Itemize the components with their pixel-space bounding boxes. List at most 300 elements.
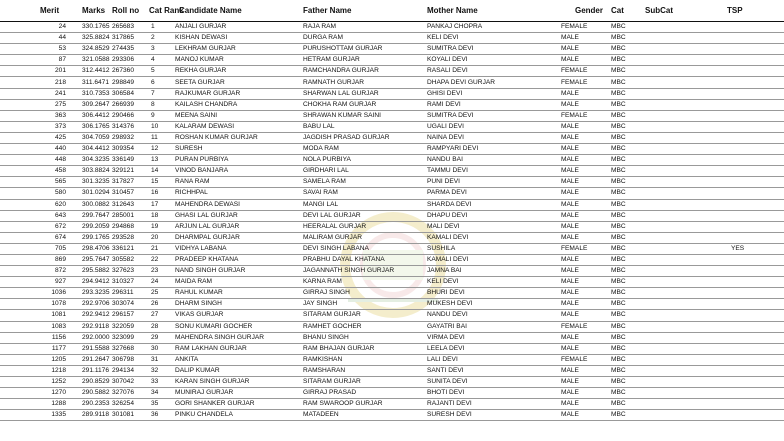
cell-cat-rank: 10 bbox=[145, 121, 175, 132]
cell-cat: MBC bbox=[603, 144, 639, 155]
col-header-candidate: Candidate Name bbox=[175, 0, 303, 22]
cell-subcat bbox=[639, 254, 699, 265]
cell-father: RAM BHAJAN GURJAR bbox=[303, 343, 427, 354]
cell-cat-rank: 17 bbox=[145, 199, 175, 210]
cell-father: RAMNATH GURJAR bbox=[303, 77, 427, 88]
cell-candidate: VIKAS GURJAR bbox=[175, 310, 303, 321]
cell-mother: DHAPA DEVI GURJAR bbox=[427, 77, 561, 88]
cell-tsp bbox=[699, 121, 784, 132]
cell-merit: 1252 bbox=[0, 377, 68, 388]
cell-mother: KOYALI DEVI bbox=[427, 55, 561, 66]
table-row bbox=[0, 33, 784, 44]
cell-father: SAMELA RAM bbox=[303, 177, 427, 188]
cell-tsp bbox=[699, 77, 784, 88]
table-row bbox=[0, 399, 784, 410]
cell-marks: 301.0294 bbox=[68, 188, 112, 199]
cell-merit: 1288 bbox=[0, 399, 68, 410]
cell-candidate: GORI SHANKER GURJAR bbox=[175, 399, 303, 410]
cell-cat-rank: 32 bbox=[145, 365, 175, 376]
cell-tsp bbox=[699, 299, 784, 310]
cell-roll: 310327 bbox=[112, 277, 145, 288]
cell-father: GIRRAJ PRASAD bbox=[303, 388, 427, 399]
cell-tsp bbox=[699, 44, 784, 55]
table-row bbox=[0, 166, 784, 177]
cell-tsp bbox=[699, 22, 784, 33]
cell-candidate: KISHAN DEWASI bbox=[175, 33, 303, 44]
cell-roll: 329121 bbox=[112, 166, 145, 177]
cell-candidate: RAM LAKHAN GURJAR bbox=[175, 343, 303, 354]
cell-roll: 296311 bbox=[112, 288, 145, 299]
cell-tsp bbox=[699, 365, 784, 376]
cell-marks: 312.4412 bbox=[68, 66, 112, 77]
cell-cat: MBC bbox=[603, 388, 639, 399]
cell-cat-rank: 19 bbox=[145, 221, 175, 232]
cell-cat-rank: 24 bbox=[145, 277, 175, 288]
table-row bbox=[0, 410, 784, 421]
cell-cat-rank: 21 bbox=[145, 243, 175, 254]
cell-roll: 303074 bbox=[112, 299, 145, 310]
cell-mother: KELI DEVI bbox=[427, 33, 561, 44]
cell-gender: MALE bbox=[561, 99, 603, 110]
cell-tsp bbox=[699, 266, 784, 277]
cell-merit: 363 bbox=[0, 110, 68, 121]
table-row bbox=[0, 177, 784, 188]
table-row bbox=[0, 155, 784, 166]
cell-candidate: DALIP KUMAR bbox=[175, 365, 303, 376]
cell-merit: 53 bbox=[0, 44, 68, 55]
cell-merit: 440 bbox=[0, 144, 68, 155]
cell-father: MALIRAM GURJAR bbox=[303, 232, 427, 243]
cell-cat: MBC bbox=[603, 55, 639, 66]
table-row bbox=[0, 321, 784, 332]
cell-merit: 425 bbox=[0, 132, 68, 143]
cell-cat-rank: 13 bbox=[145, 155, 175, 166]
cell-candidate: MAHENDRA SINGH GURJAR bbox=[175, 332, 303, 343]
cell-roll: 309354 bbox=[112, 144, 145, 155]
cell-cat: MBC bbox=[603, 399, 639, 410]
col-header-roll: Roll no bbox=[112, 0, 145, 22]
cell-marks: 290.2353 bbox=[68, 399, 112, 410]
cell-subcat bbox=[639, 33, 699, 44]
cell-subcat bbox=[639, 77, 699, 88]
cell-marks: 300.0882 bbox=[68, 199, 112, 210]
cell-cat-rank: 28 bbox=[145, 321, 175, 332]
cell-marks: 309.2647 bbox=[68, 99, 112, 110]
cell-father: SITARAM GURJAR bbox=[303, 377, 427, 388]
cell-gender: MALE bbox=[561, 388, 603, 399]
cell-tsp bbox=[699, 377, 784, 388]
cell-subcat bbox=[639, 44, 699, 55]
cell-tsp bbox=[699, 399, 784, 410]
table-row bbox=[0, 55, 784, 66]
cell-merit: 24 bbox=[0, 22, 68, 33]
cell-subcat bbox=[639, 132, 699, 143]
cell-marks: 292.9412 bbox=[68, 310, 112, 321]
cell-cat-rank: 23 bbox=[145, 266, 175, 277]
cell-father: SHRAWAN KUMAR SAINI bbox=[303, 110, 427, 121]
cell-candidate: MUNIRAJ GURJAR bbox=[175, 388, 303, 399]
cell-merit: 674 bbox=[0, 232, 68, 243]
cell-candidate: RICHHPAL bbox=[175, 188, 303, 199]
cell-subcat bbox=[639, 88, 699, 99]
cell-marks: 299.1765 bbox=[68, 232, 112, 243]
cell-mother: NANDU DEVI bbox=[427, 310, 561, 321]
table-row bbox=[0, 365, 784, 376]
cell-subcat bbox=[639, 277, 699, 288]
table-row bbox=[0, 99, 784, 110]
cell-marks: 290.8529 bbox=[68, 377, 112, 388]
cell-merit: 872 bbox=[0, 266, 68, 277]
cell-father: BHANU SINGH bbox=[303, 332, 427, 343]
cell-candidate: ANJALI GURJAR bbox=[175, 22, 303, 33]
cell-mother: SUNITA DEVI bbox=[427, 377, 561, 388]
cell-tsp bbox=[699, 310, 784, 321]
cell-gender: MALE bbox=[561, 232, 603, 243]
cell-gender: MALE bbox=[561, 166, 603, 177]
cell-cat-rank: 36 bbox=[145, 410, 175, 421]
cell-marks: 310.7353 bbox=[68, 88, 112, 99]
cell-gender: MALE bbox=[561, 121, 603, 132]
table-row bbox=[0, 277, 784, 288]
table-row bbox=[0, 343, 784, 354]
cell-subcat bbox=[639, 399, 699, 410]
cell-father: MATADEEN bbox=[303, 410, 427, 421]
col-header-marks: Marks bbox=[68, 0, 112, 22]
cell-cat-rank: 11 bbox=[145, 132, 175, 143]
cell-mother: RASALI DEVI bbox=[427, 66, 561, 77]
cell-subcat bbox=[639, 210, 699, 221]
cell-cat: MBC bbox=[603, 155, 639, 166]
cell-gender: FEMALE bbox=[561, 66, 603, 77]
cell-tsp bbox=[699, 354, 784, 365]
cell-cat: MBC bbox=[603, 254, 639, 265]
cell-father: SAVAI RAM bbox=[303, 188, 427, 199]
table-row bbox=[0, 310, 784, 321]
cell-roll: 312643 bbox=[112, 199, 145, 210]
cell-candidate: NAND SINGH GURJAR bbox=[175, 266, 303, 277]
cell-cat-rank: 1 bbox=[145, 22, 175, 33]
col-header-mother: Mother Name bbox=[427, 0, 561, 22]
cell-cat-rank: 15 bbox=[145, 177, 175, 188]
cell-mother: KAMALI DEVI bbox=[427, 232, 561, 243]
cell-gender: FEMALE bbox=[561, 321, 603, 332]
cell-gender: MALE bbox=[561, 44, 603, 55]
cell-mother: GAYATRI BAI bbox=[427, 321, 561, 332]
cell-mother: MUKESH DEVI bbox=[427, 299, 561, 310]
cell-roll: 274435 bbox=[112, 44, 145, 55]
cell-father: NOLA PURBIYA bbox=[303, 155, 427, 166]
cell-tsp bbox=[699, 166, 784, 177]
cell-mother: MALI DEVI bbox=[427, 221, 561, 232]
cell-father: RAMSHARAN bbox=[303, 365, 427, 376]
col-header-tsp: TSP bbox=[699, 0, 784, 22]
cell-father: RAM SWAROOP GURJAR bbox=[303, 399, 427, 410]
cell-roll: 323099 bbox=[112, 332, 145, 343]
cell-cat: MBC bbox=[603, 243, 639, 254]
cell-cat: MBC bbox=[603, 365, 639, 376]
cell-subcat bbox=[639, 221, 699, 232]
cell-marks: 291.1176 bbox=[68, 365, 112, 376]
cell-marks: 290.5882 bbox=[68, 388, 112, 399]
cell-cat: MBC bbox=[603, 110, 639, 121]
cell-cat-rank: 26 bbox=[145, 299, 175, 310]
cell-roll: 306798 bbox=[112, 354, 145, 365]
cell-mother: KAMALI DEVI bbox=[427, 254, 561, 265]
cell-roll: 298849 bbox=[112, 77, 145, 88]
cell-father: MANGI LAL bbox=[303, 199, 427, 210]
cell-roll: 307042 bbox=[112, 377, 145, 388]
cell-marks: 306.4412 bbox=[68, 110, 112, 121]
table-row bbox=[0, 199, 784, 210]
cell-cat: MBC bbox=[603, 266, 639, 277]
cell-tsp bbox=[699, 321, 784, 332]
cell-tsp bbox=[699, 277, 784, 288]
cell-mother: TAMMU DEVI bbox=[427, 166, 561, 177]
cell-candidate: KAILASH CHANDRA bbox=[175, 99, 303, 110]
cell-candidate: MAHENDRA DEWASI bbox=[175, 199, 303, 210]
cell-tsp bbox=[699, 199, 784, 210]
cell-cat: MBC bbox=[603, 132, 639, 143]
table-row bbox=[0, 254, 784, 265]
cell-father: SHARWAN LAL GURJAR bbox=[303, 88, 427, 99]
cell-marks: 291.2647 bbox=[68, 354, 112, 365]
cell-merit: 373 bbox=[0, 121, 68, 132]
cell-cat: MBC bbox=[603, 177, 639, 188]
table-row bbox=[0, 221, 784, 232]
cell-roll: 314376 bbox=[112, 121, 145, 132]
cell-roll: 305582 bbox=[112, 254, 145, 265]
cell-candidate: KALARAM DEWASI bbox=[175, 121, 303, 132]
cell-father: DURGA RAM bbox=[303, 33, 427, 44]
cell-tsp bbox=[699, 210, 784, 221]
table-row bbox=[0, 266, 784, 277]
cell-subcat bbox=[639, 121, 699, 132]
cell-candidate: ANKITA bbox=[175, 354, 303, 365]
cell-cat-rank: 25 bbox=[145, 288, 175, 299]
cell-merit: 275 bbox=[0, 99, 68, 110]
cell-subcat bbox=[639, 299, 699, 310]
cell-subcat bbox=[639, 144, 699, 155]
cell-cat-rank: 9 bbox=[145, 110, 175, 121]
col-header-father: Father Name bbox=[303, 0, 427, 22]
cell-merit: 201 bbox=[0, 66, 68, 77]
cell-tsp bbox=[699, 132, 784, 143]
cell-subcat bbox=[639, 232, 699, 243]
cell-subcat bbox=[639, 22, 699, 33]
cell-roll: 317865 bbox=[112, 33, 145, 44]
cell-father: RAJA RAM bbox=[303, 22, 427, 33]
cell-marks: 321.0588 bbox=[68, 55, 112, 66]
cell-gender: MALE bbox=[561, 155, 603, 166]
cell-mother: PUNI DEVI bbox=[427, 177, 561, 188]
cell-merit: 672 bbox=[0, 221, 68, 232]
cell-merit: 705 bbox=[0, 243, 68, 254]
cell-father: DEVI SINGH LABANA bbox=[303, 243, 427, 254]
cell-roll: 298932 bbox=[112, 132, 145, 143]
cell-marks: 293.3235 bbox=[68, 288, 112, 299]
cell-gender: MALE bbox=[561, 144, 603, 155]
cell-merit: 643 bbox=[0, 210, 68, 221]
cell-marks: 299.2059 bbox=[68, 221, 112, 232]
table-row bbox=[0, 210, 784, 221]
table-row bbox=[0, 121, 784, 132]
col-header-merit: Merit bbox=[0, 0, 68, 22]
cell-merit: 1078 bbox=[0, 299, 68, 310]
cell-mother: BHOTI DEVI bbox=[427, 388, 561, 399]
cell-gender: FEMALE bbox=[561, 77, 603, 88]
table-row bbox=[0, 44, 784, 55]
cell-candidate: MANOJ KUMAR bbox=[175, 55, 303, 66]
cell-cat: MBC bbox=[603, 88, 639, 99]
cell-merit: 620 bbox=[0, 199, 68, 210]
table-row bbox=[0, 232, 784, 243]
cell-cat: MBC bbox=[603, 77, 639, 88]
cell-tsp bbox=[699, 55, 784, 66]
cell-merit: 1205 bbox=[0, 354, 68, 365]
cell-cat-rank: 2 bbox=[145, 33, 175, 44]
cell-marks: 330.1765 bbox=[68, 22, 112, 33]
cell-tsp bbox=[699, 221, 784, 232]
cell-father: DEVI LAL GURJAR bbox=[303, 210, 427, 221]
cell-subcat bbox=[639, 243, 699, 254]
table-row bbox=[0, 110, 784, 121]
cell-gender: MALE bbox=[561, 377, 603, 388]
cell-subcat bbox=[639, 332, 699, 343]
cell-subcat bbox=[639, 110, 699, 121]
cell-cat: MBC bbox=[603, 199, 639, 210]
cell-roll: 294868 bbox=[112, 221, 145, 232]
cell-cat-rank: 4 bbox=[145, 55, 175, 66]
cell-marks: 292.0000 bbox=[68, 332, 112, 343]
table-row bbox=[0, 88, 784, 99]
cell-cat: MBC bbox=[603, 99, 639, 110]
cell-cat: MBC bbox=[603, 44, 639, 55]
cell-subcat bbox=[639, 310, 699, 321]
cell-roll: 285001 bbox=[112, 210, 145, 221]
cell-father: MODA RAM bbox=[303, 144, 427, 155]
cell-merit: 1083 bbox=[0, 321, 68, 332]
cell-gender: MALE bbox=[561, 410, 603, 421]
cell-father: RAMCHANDRA GURJAR bbox=[303, 66, 427, 77]
cell-gender: MALE bbox=[561, 55, 603, 66]
cell-cat: MBC bbox=[603, 221, 639, 232]
cell-marks: 304.3235 bbox=[68, 155, 112, 166]
cell-mother: JAMNA BAI bbox=[427, 266, 561, 277]
cell-cat: MBC bbox=[603, 377, 639, 388]
cell-cat-rank: 27 bbox=[145, 310, 175, 321]
cell-candidate: SEETA GURJAR bbox=[175, 77, 303, 88]
cell-subcat bbox=[639, 188, 699, 199]
cell-marks: 324.8529 bbox=[68, 44, 112, 55]
cell-candidate: PRADEEP KHATANA bbox=[175, 254, 303, 265]
cell-merit: 565 bbox=[0, 177, 68, 188]
cell-subcat bbox=[639, 155, 699, 166]
cell-father: PRABHU DAYAL KHATANA bbox=[303, 254, 427, 265]
cell-tsp: YES bbox=[699, 243, 784, 254]
cell-candidate: KARAN SINGH GURJAR bbox=[175, 377, 303, 388]
cell-mother: SUMITRA DEVI bbox=[427, 44, 561, 55]
cell-cat: MBC bbox=[603, 288, 639, 299]
cell-cat: MBC bbox=[603, 277, 639, 288]
cell-candidate: RAHUL KUMAR bbox=[175, 288, 303, 299]
cell-gender: MALE bbox=[561, 310, 603, 321]
cell-merit: 458 bbox=[0, 166, 68, 177]
cell-tsp bbox=[699, 66, 784, 77]
cell-subcat bbox=[639, 288, 699, 299]
cell-cat-rank: 3 bbox=[145, 44, 175, 55]
cell-gender: MALE bbox=[561, 132, 603, 143]
cell-gender: MALE bbox=[561, 177, 603, 188]
col-header-subcat: SubCat bbox=[639, 0, 699, 22]
cell-cat-rank: 14 bbox=[145, 166, 175, 177]
cell-roll: 322059 bbox=[112, 321, 145, 332]
cell-tsp bbox=[699, 144, 784, 155]
cell-gender: MALE bbox=[561, 332, 603, 343]
table-row bbox=[0, 388, 784, 399]
cell-gender: MALE bbox=[561, 221, 603, 232]
cell-subcat bbox=[639, 377, 699, 388]
cell-cat: MBC bbox=[603, 188, 639, 199]
cell-cat: MBC bbox=[603, 166, 639, 177]
table-row bbox=[0, 377, 784, 388]
cell-merit: 1335 bbox=[0, 410, 68, 421]
table-row bbox=[0, 66, 784, 77]
cell-gender: MALE bbox=[561, 266, 603, 277]
cell-cat: MBC bbox=[603, 310, 639, 321]
cell-father: JAY SINGH bbox=[303, 299, 427, 310]
cell-father: GIRDHARI LAL bbox=[303, 166, 427, 177]
cell-cat: MBC bbox=[603, 332, 639, 343]
cell-tsp bbox=[699, 288, 784, 299]
cell-marks: 295.5882 bbox=[68, 266, 112, 277]
cell-merit: 580 bbox=[0, 188, 68, 199]
cell-cat-rank: 31 bbox=[145, 354, 175, 365]
cell-cat: MBC bbox=[603, 343, 639, 354]
cell-tsp bbox=[699, 33, 784, 44]
cell-marks: 311.6471 bbox=[68, 77, 112, 88]
cell-marks: 292.9706 bbox=[68, 299, 112, 310]
cell-mother: LALI DEVI bbox=[427, 354, 561, 365]
cell-mother: NANDU BAI bbox=[427, 155, 561, 166]
cell-cat-rank: 22 bbox=[145, 254, 175, 265]
cell-father: CHOKHA RAM GURJAR bbox=[303, 99, 427, 110]
cell-cat-rank: 34 bbox=[145, 388, 175, 399]
cell-tsp bbox=[699, 88, 784, 99]
cell-tsp bbox=[699, 410, 784, 421]
cell-gender: MALE bbox=[561, 365, 603, 376]
cell-subcat bbox=[639, 199, 699, 210]
cell-roll: 327668 bbox=[112, 343, 145, 354]
table-row bbox=[0, 188, 784, 199]
cell-roll: 296157 bbox=[112, 310, 145, 321]
cell-gender: MALE bbox=[561, 188, 603, 199]
cell-candidate: DHARMPAL GURJAR bbox=[175, 232, 303, 243]
cell-mother: RAMI DEVI bbox=[427, 99, 561, 110]
cell-tsp bbox=[699, 232, 784, 243]
cell-mother: SUMITRA DEVI bbox=[427, 110, 561, 121]
cell-merit: 927 bbox=[0, 277, 68, 288]
cell-mother: RAMPYARI DEVI bbox=[427, 144, 561, 155]
cell-cat: MBC bbox=[603, 33, 639, 44]
table-row bbox=[0, 332, 784, 343]
cell-candidate: VINOD BANJARA bbox=[175, 166, 303, 177]
cell-roll: 301081 bbox=[112, 410, 145, 421]
cell-cat: MBC bbox=[603, 354, 639, 365]
cell-roll: 293306 bbox=[112, 55, 145, 66]
cell-tsp bbox=[699, 110, 784, 121]
cell-merit: 218 bbox=[0, 77, 68, 88]
cell-roll: 265683 bbox=[112, 22, 145, 33]
